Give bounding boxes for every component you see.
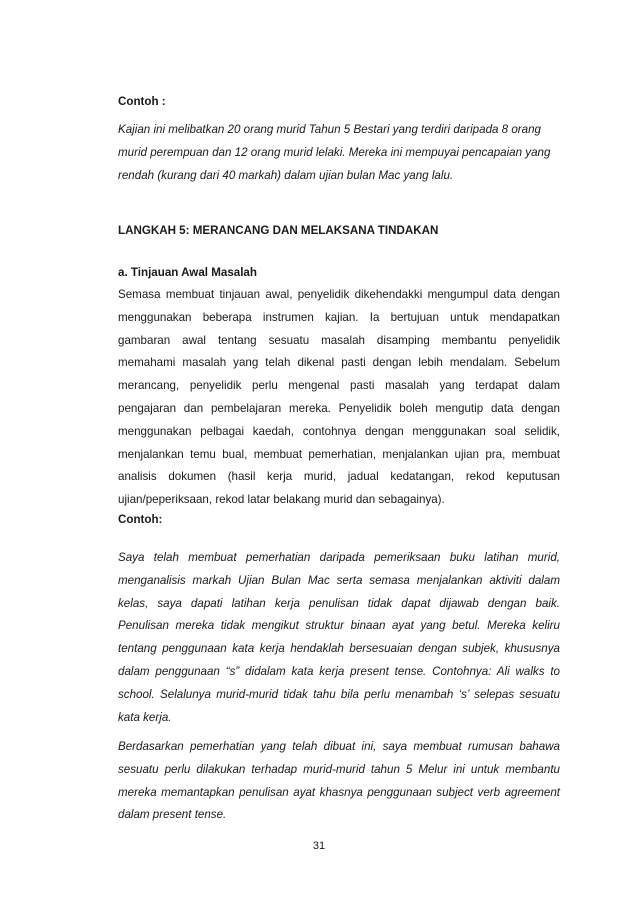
langkah-heading: LANGKAH 5: MERANCANG DAN MELAKSANA TINDAKAN (118, 224, 439, 237)
contoh2-paragraph-2 (118, 736, 560, 827)
paragraph-line: sesuatu perlu dilakukan terhadap murid-murid tahun 5 Melur ini untuk membantu (118, 762, 560, 776)
paragraph-line: menjalankan temu bual, membuat pemerhatian, menjalankan ujian pra, membuat (118, 447, 560, 461)
paragraph-line: school. Selalunya murid-murid tidak tahu bila perlu menambah ‘s’ selepas sesuatu (118, 687, 560, 701)
paragraph-line: Kajian ini melibatkan 20 orang murid Tahun 5 Bestari yang terdiri daripada 8 orang (118, 123, 542, 136)
paragraph-line: dalam present tense. (118, 808, 227, 822)
paragraph-line: tentang penggunaan kata kerja hendaklah bersesuaian dengan subjek, khususnya (118, 642, 560, 656)
tinjauan-heading: a. Tinjauan Awal Masalah (118, 266, 257, 279)
contoh2-heading: Contoh: (118, 513, 163, 526)
paragraph-line: pengajaran dan pembelajaran mereka. Penyelidik boleh mengutip data dengan (118, 401, 560, 415)
contoh-heading: Contoh : (118, 95, 166, 108)
paragraph-line: mereka memantapkan penulisan ayat khasnya penggunaan subject verb agreement (118, 785, 560, 799)
paragraph-line: kelas, saya dapati latihan kerja penulisan tidak dapat dijawab dengan baik. (118, 596, 560, 610)
paragraph-line: dalam penggunaan “s” didalam kata kerja present tense. Contohnya: Ali walks to (118, 664, 560, 678)
paragraph-line: ujian/peperiksaan, rekod latar belakang murid dan sebagainya). (118, 493, 445, 507)
paragraph-line: menganalisis markah Ujian Bulan Mac serta semasa menjalankan aktiviti dalam (118, 573, 560, 587)
paragraph-line: Berdasarkan pemerhatian yang telah dibuat ini, saya membuat rumusan bahawa (118, 740, 560, 753)
contoh-paragraph (118, 119, 560, 187)
paragraph-line: Saya telah membuat pemerhatian daripada pemeriksaan buku latihan murid, (118, 551, 560, 564)
paragraph-line: gambaran awal tentang sesuatu masalah disamping membantu penyelidik (118, 333, 560, 347)
paragraph-line: murid perempuan dan 12 orang murid lelaki. Mereka ini mempuyai pencapaian yang (118, 145, 551, 159)
paragraph-line: menggunakan pelbagai kaedah, contohnya dengan menggunakan soal selidik, (118, 424, 560, 438)
paragraph-line: rendah (kurang dari 40 markah) dalam ujian bulan Mac yang lalu. (118, 168, 454, 182)
paragraph-line: kata kerja. (118, 710, 172, 724)
paragraph-line: Semasa membuat tinjauan awal, penyelidik dikehendakki mengumpul data dengan (118, 288, 560, 301)
tinjauan-paragraph (118, 284, 560, 512)
paragraph-line: memahami masalah yang telah dikenal pasti dengan lebih mendalam. Sebelum (118, 356, 560, 370)
paragraph-line: Penulisan mereka tidak mengikut struktur binaan ayat yang betul. Mereka keliru (118, 619, 560, 633)
paragraph-line: menggunakan beberapa instrumen kajian. Ia bertujuan untuk mendapatkan (118, 310, 560, 324)
paragraph-line: merancang, penyelidik perlu mengenal pasti masalah yang terdapat dalam (118, 379, 560, 393)
page-number: 31 (312, 840, 326, 852)
contoh2-paragraph-1 (118, 547, 560, 729)
paragraph-line: analisis dokumen (hasil kerja murid, jadual kedatangan, rekod keputusan (118, 470, 560, 484)
